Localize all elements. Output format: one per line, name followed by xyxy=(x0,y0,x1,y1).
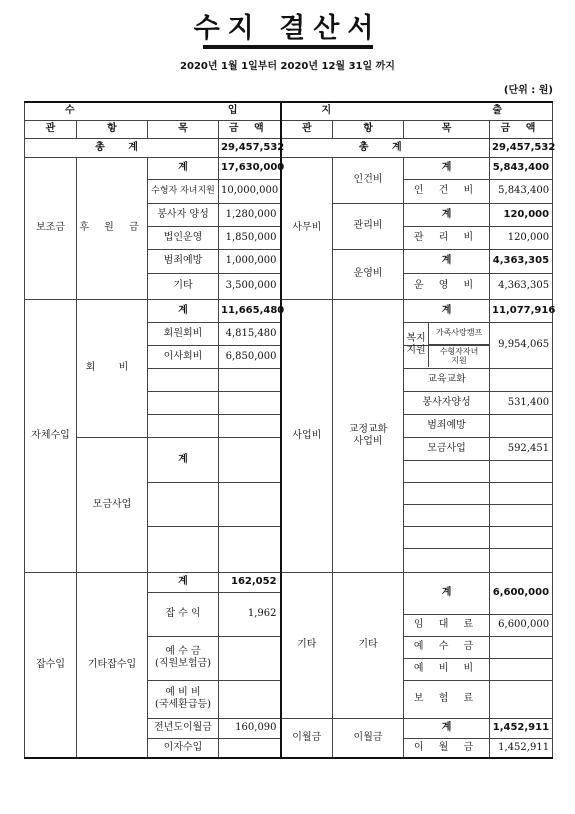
col-hang: 항 xyxy=(333,120,404,138)
misc-item: 전년도이월금 xyxy=(148,718,219,738)
col-mok: 목 xyxy=(148,120,219,138)
management-amount: 120,000 xyxy=(490,226,553,249)
welfare-cell xyxy=(404,322,490,365)
unit-text: (단위 : 원) xyxy=(503,85,553,96)
carryover-item: 이 월 금 xyxy=(404,738,490,758)
subsidy-item: 법인운영 xyxy=(148,226,219,249)
personnel-amount: 5,843,400 xyxy=(490,179,553,203)
personnel-total: 5,843,400 xyxy=(490,157,553,179)
empty-cell xyxy=(148,526,219,572)
dues-total: 11,665,480 xyxy=(219,299,281,322)
business-amount: 531,400 xyxy=(490,391,553,414)
misc-amount: 1,962 xyxy=(219,592,281,636)
expense-header: 지 출 xyxy=(281,102,553,120)
period-text: 2020년 1월 1일부터 2020년 12월 31일 까지 xyxy=(180,61,395,72)
grand-total-label: 총 계 xyxy=(281,138,490,157)
subsidy-item: 수형자 자녀지원 xyxy=(148,179,219,203)
misc-amount: 160,090 xyxy=(219,718,281,738)
business-item: 범죄예방 xyxy=(404,414,490,437)
expense-gwan-office: 사무비 xyxy=(281,157,333,299)
welfare-label: 복지 지원 xyxy=(404,323,429,367)
operation-amount: 4,363,305 xyxy=(490,273,553,299)
expense-grand-total: 29,457,532 xyxy=(490,138,553,157)
welfare-amount: 9,954,065 xyxy=(490,322,553,368)
income-gwan-misc: 잡수입 xyxy=(25,572,77,758)
income-header: 수 입 xyxy=(25,102,281,120)
other-amount xyxy=(490,636,553,658)
subsidy-amount: 10,000,000 xyxy=(219,179,281,203)
empty-cell xyxy=(490,548,553,572)
other-amount xyxy=(490,658,553,680)
fundraising-total xyxy=(219,437,281,482)
empty-cell xyxy=(490,460,553,482)
business-item: 봉사자양성 xyxy=(404,391,490,414)
subsidy-amount: 1,000,000 xyxy=(219,249,281,273)
sum-label: 계 xyxy=(148,572,219,592)
misc-amount xyxy=(219,680,281,718)
expense-hang-correction: 교정교화 사업비 xyxy=(333,299,404,572)
management-total: 120,000 xyxy=(490,203,553,226)
personnel-item: 인 건 비 xyxy=(404,179,490,203)
business-total: 11,077,916 xyxy=(490,299,553,322)
misc-item: 잡 수 익 xyxy=(148,592,219,636)
income-gwan-self: 자체수입 xyxy=(25,299,77,572)
other-total: 6,600,000 xyxy=(490,572,553,614)
misc-amount xyxy=(219,738,281,758)
col-hang: 항 xyxy=(77,120,148,138)
empty-cell xyxy=(404,548,490,572)
other-item: 예 비 비 xyxy=(404,658,490,680)
title-underline xyxy=(203,45,373,49)
income-hang-fundraising: 모금사업 xyxy=(77,437,148,572)
welfare-item: 가족사랑캠프 xyxy=(429,323,489,346)
sum-label: 계 xyxy=(404,572,490,614)
empty-cell xyxy=(490,504,553,526)
subsidy-item: 기타 xyxy=(148,273,219,299)
settlement-table xyxy=(24,101,556,759)
sum-label: 계 xyxy=(404,203,490,226)
subsidy-amount: 3,500,000 xyxy=(219,273,281,299)
empty-cell xyxy=(490,482,553,504)
welfare-item: 수형자자녀 지원 xyxy=(439,346,479,365)
business-item: 모금사업 xyxy=(404,437,490,460)
income-hang-donation: 후 원 금 xyxy=(77,157,148,299)
empty-cell xyxy=(404,504,490,526)
dues-amount: 6,850,000 xyxy=(219,345,281,368)
empty-cell xyxy=(404,482,490,504)
empty-cell xyxy=(148,414,219,437)
empty-cell xyxy=(148,391,219,414)
expense-hang-carryover: 이월금 xyxy=(333,718,404,758)
empty-cell xyxy=(148,482,219,526)
dues-amount: 4,815,480 xyxy=(219,322,281,345)
subsidy-item: 봉사자 양성 xyxy=(148,203,219,226)
carryover-total: 1,452,911 xyxy=(490,718,553,738)
income-gwan-subsidy: 보조금 xyxy=(25,157,77,299)
empty-cell xyxy=(490,526,553,548)
expense-gwan-other: 기타 xyxy=(281,572,333,718)
empty-cell xyxy=(219,414,281,437)
business-item: 교육교화 xyxy=(404,368,490,391)
col-gwan: 관 xyxy=(25,120,77,138)
col-gwan: 관 xyxy=(281,120,333,138)
carryover-amount: 1,452,911 xyxy=(490,738,553,758)
sum-label: 계 xyxy=(148,157,219,179)
sum-label: 계 xyxy=(148,437,219,482)
empty-cell xyxy=(219,482,281,526)
sum-label: 계 xyxy=(404,718,490,738)
col-amount: 금 액 xyxy=(219,120,281,138)
other-item: 보 험 료 xyxy=(404,680,490,718)
expense-hang-operation: 운영비 xyxy=(333,249,404,299)
income-grand-total: 29,457,532 xyxy=(219,138,281,157)
expense-hang-other: 기타 xyxy=(333,572,404,718)
business-amount xyxy=(490,368,553,391)
subsidy-amount: 1,280,000 xyxy=(219,203,281,226)
business-amount xyxy=(490,414,553,437)
expense-hang-management: 관리비 xyxy=(333,203,404,249)
col-amount: 금 액 xyxy=(490,120,553,138)
income-hang-misc: 기타잡수입 xyxy=(77,572,148,758)
dues-item: 회원회비 xyxy=(148,322,219,345)
other-amount xyxy=(490,680,553,718)
sum-label: 계 xyxy=(404,299,490,322)
operation-item: 운 영 비 xyxy=(404,273,490,299)
expense-gwan-business: 사업비 xyxy=(281,299,333,572)
management-item: 관 리 비 xyxy=(404,226,490,249)
empty-cell xyxy=(219,526,281,572)
misc-item: 이자수입 xyxy=(148,738,219,758)
empty-cell xyxy=(219,391,281,414)
other-amount: 6,600,000 xyxy=(490,614,553,636)
sum-label: 계 xyxy=(404,249,490,273)
operation-total: 4,363,305 xyxy=(490,249,553,273)
business-amount: 592,451 xyxy=(490,437,553,460)
empty-cell xyxy=(219,368,281,391)
sum-label: 계 xyxy=(148,299,219,322)
other-item: 임 대 료 xyxy=(404,614,490,636)
misc-amount xyxy=(219,636,281,680)
misc-item: 예 비 비 (국세환급등) xyxy=(148,680,219,718)
income-hang-dues: 회 비 xyxy=(77,299,148,437)
subsidy-amount: 1,850,000 xyxy=(219,226,281,249)
empty-cell xyxy=(404,526,490,548)
grand-total-label: 총 계 xyxy=(25,138,219,157)
col-mok: 목 xyxy=(404,120,490,138)
empty-cell xyxy=(404,460,490,482)
empty-cell xyxy=(148,368,219,391)
misc-total: 162,052 xyxy=(219,572,281,592)
sum-label: 계 xyxy=(404,157,490,179)
other-item: 예 수 금 xyxy=(404,636,490,658)
expense-gwan-carryover: 이월금 xyxy=(281,718,333,758)
subsidy-total: 17,630,000 xyxy=(219,157,281,179)
dues-item: 이사회비 xyxy=(148,345,219,368)
subsidy-item: 범죄예방 xyxy=(148,249,219,273)
misc-item: 예 수 금 (직원보험금) xyxy=(148,636,219,680)
expense-hang-personnel: 인건비 xyxy=(333,157,404,203)
page-title: 수지 결산서 xyxy=(193,13,382,44)
